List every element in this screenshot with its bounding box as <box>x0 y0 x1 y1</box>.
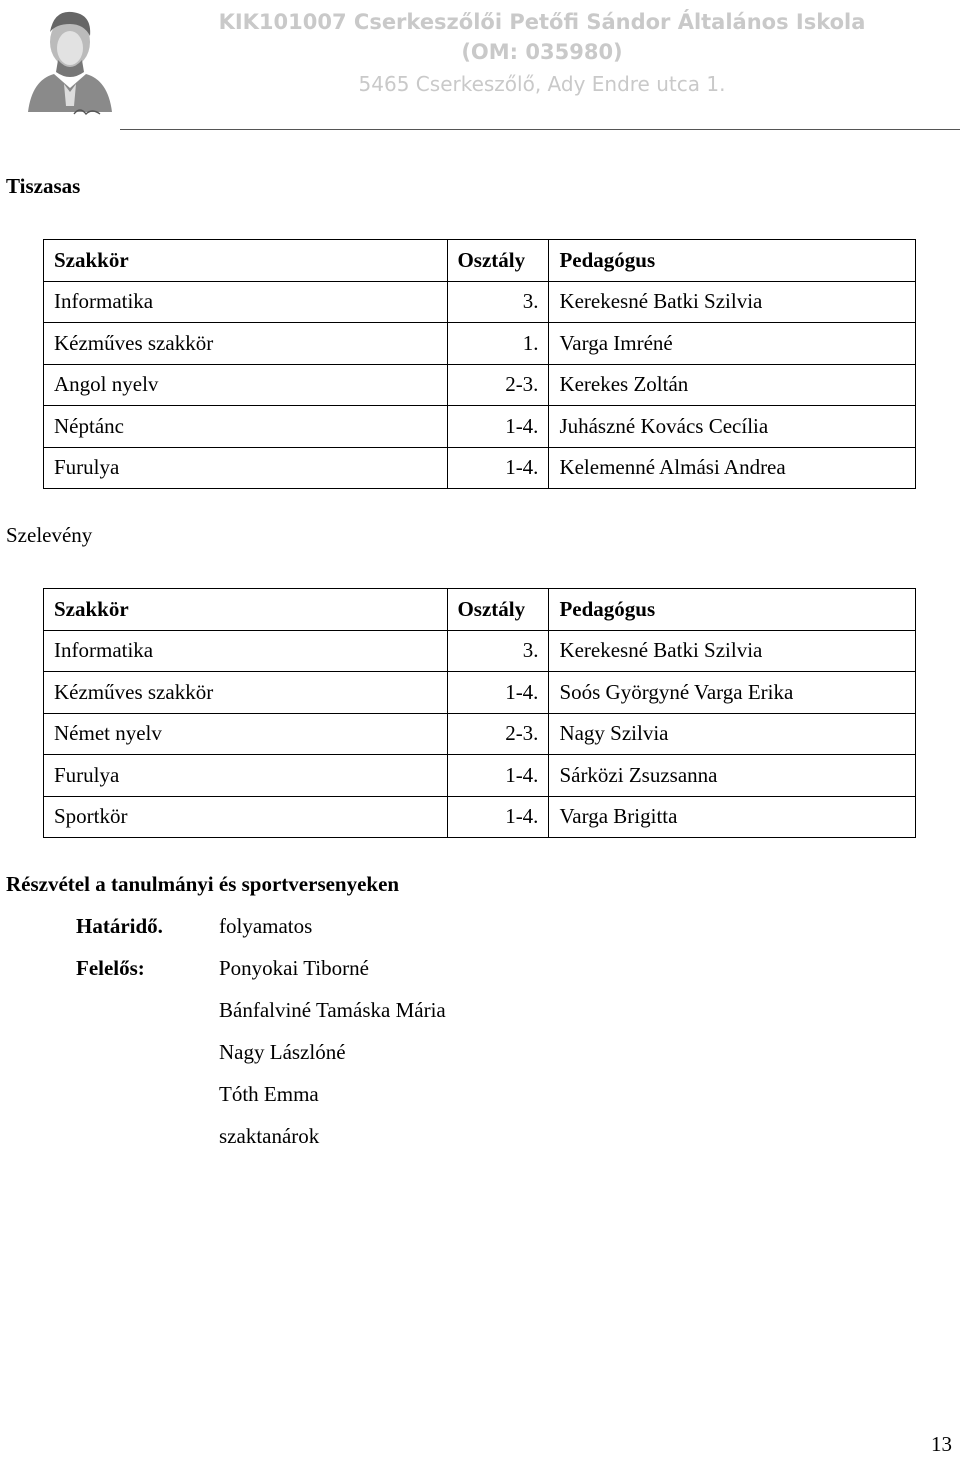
section-title-szeleveny: Szelevény <box>6 523 93 547</box>
table-cell: Néptánc <box>44 406 448 448</box>
table-row <box>44 672 916 714</box>
table-header-row <box>44 589 916 631</box>
responsible-person: Tóth Emma <box>219 1082 319 1106</box>
table-cell: 2-3. <box>448 364 549 406</box>
table-cell: Juhászné Kovács Cecília <box>549 406 916 448</box>
section-title-tiszasas: Tiszasas <box>6 174 81 198</box>
section-title-competitions: Részvétel a tanulmányi és sportversenyeken <box>6 872 400 896</box>
header-cell: Szakkör <box>44 240 448 282</box>
table-cell: Kézműves szakkör <box>44 672 448 714</box>
table-cell: 3. <box>448 281 549 323</box>
deadline-value: folyamatos <box>219 914 313 938</box>
table-cell: Varga Brigitta <box>549 796 916 838</box>
table-row <box>44 281 916 323</box>
table-cell: Nagy Szilvia <box>549 713 916 755</box>
table-row <box>44 713 916 755</box>
header-cell: Szakkör <box>44 589 448 631</box>
table-cell: 1-4. <box>448 447 549 489</box>
responsible-person: szaktanárok <box>219 1124 320 1148</box>
responsible-person: Bánfalviné Tamáska Mária <box>219 998 446 1022</box>
table-header-row <box>44 240 916 282</box>
table-cell: Furulya <box>44 447 448 489</box>
table-cell: Sárközi Zsuzsanna <box>549 755 916 797</box>
deadline-label: Határidő. <box>76 914 163 938</box>
table-cell: Kelemenné Almási Andrea <box>549 447 916 489</box>
table-row <box>44 406 916 448</box>
table-row <box>44 630 916 672</box>
table-row <box>44 323 916 365</box>
table-cell: Angol nyelv <box>44 364 448 406</box>
table-cell: 1-4. <box>448 406 549 448</box>
table-cell: 1-4. <box>448 672 549 714</box>
table-cell: Informatika <box>44 630 448 672</box>
table-cell: Informatika <box>44 281 448 323</box>
table-cell: 1. <box>448 323 549 365</box>
page-header <box>0 0 960 132</box>
school-address: 5465 Cserkeszőlő, Ady Endre utca 1. <box>358 72 726 96</box>
table-cell: 3. <box>448 630 549 672</box>
table-cell: 1-4. <box>448 796 549 838</box>
table-cell: Német nyelv <box>44 713 448 755</box>
school-name: KIK101007 Cserkeszőlői Petőfi Sándor Általános Iskola <box>218 10 866 34</box>
table-cell: 2-3. <box>448 713 549 755</box>
tiszasas-table <box>43 239 916 489</box>
header-cell: Osztály <box>448 589 549 631</box>
school-om-code: (OM: 035980) <box>461 40 623 64</box>
table-cell: 1-4. <box>448 755 549 797</box>
table-cell: Sportkör <box>44 796 448 838</box>
table-row <box>44 447 916 489</box>
responsible-person: Nagy Lászlóné <box>219 1040 346 1064</box>
table-cell: Kézműves szakkör <box>44 323 448 365</box>
table-cell: Kerekesné Batki Szilvia <box>549 630 916 672</box>
header-cell: Osztály <box>448 240 549 282</box>
table-cell: Kerekes Zoltán <box>549 364 916 406</box>
table-cell: Soós Györgyné Varga Erika <box>549 672 916 714</box>
table-row <box>44 364 916 406</box>
header-divider <box>120 129 960 130</box>
table-row <box>44 755 916 797</box>
szeleveny-table <box>43 588 916 838</box>
table-row <box>44 796 916 838</box>
page-number: 13 <box>931 1432 952 1456</box>
table-cell: Kerekesné Batki Szilvia <box>549 281 916 323</box>
table-cell: Varga Imréné <box>549 323 916 365</box>
header-cell: Pedagógus <box>549 240 916 282</box>
responsible-person: Ponyokai Tiborné <box>219 956 369 980</box>
responsible-label: Felelős: <box>76 956 145 980</box>
petofi-portrait-icon <box>14 2 126 126</box>
header-cell: Pedagógus <box>549 589 916 631</box>
table-cell: Furulya <box>44 755 448 797</box>
